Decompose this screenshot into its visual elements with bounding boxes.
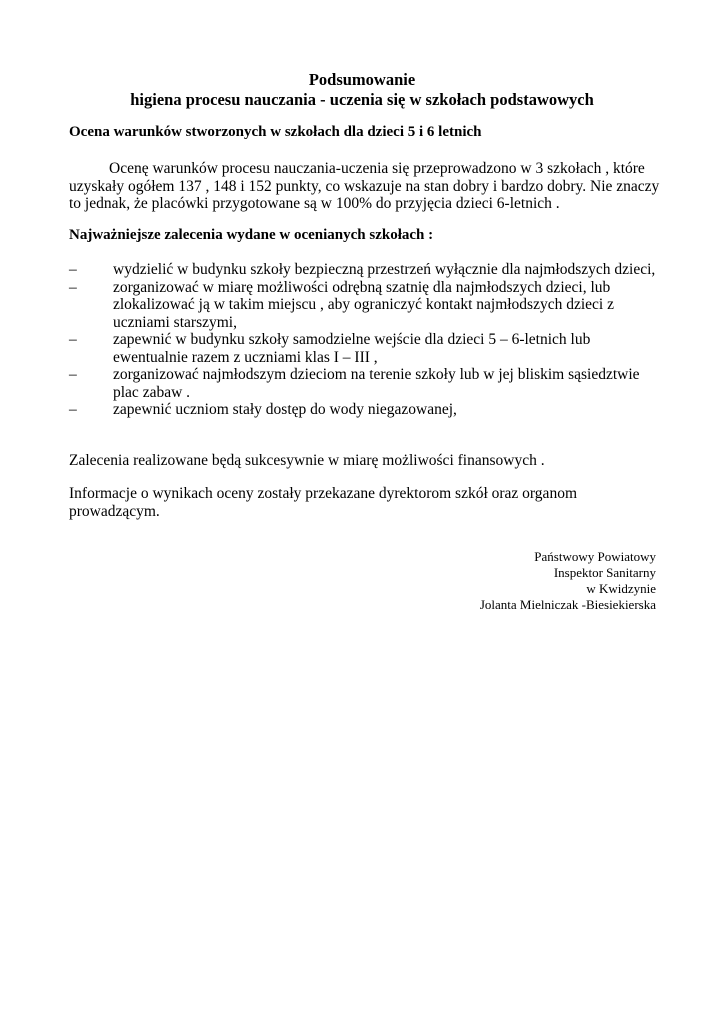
list-item-text: zorganizować w miarę możliwości odrębną szatnię dla najmłodszych dzieci, lub zlokalizować ją w takim miejscu , aby ograniczyć kontakt najmłodszych dzieci z uczniami starszymi, <box>113 278 614 331</box>
document-title: Podsumowanie <box>308 70 416 89</box>
dash-bullet: – <box>69 401 77 418</box>
recommendations-note: Zalecenia realizowane będą sukcesywnie w miarę możliwości finansowych . <box>69 452 545 469</box>
list-item <box>69 366 669 401</box>
information-note: Informacje o wynikach oceny zostały przekazane dyrektorom szkół oraz organom prowadzącym. <box>69 485 577 520</box>
dash-bullet: – <box>69 278 77 296</box>
list-item <box>69 261 669 279</box>
list-item-text: wydzielić w budynku szkoły bezpieczną przestrzeń wyłącznie dla najmłodszych dzieci, <box>113 261 656 278</box>
list-item <box>69 279 669 332</box>
recommendations-list <box>69 261 669 419</box>
dash-bullet: – <box>69 331 77 348</box>
signature-line-role: Inspektor Sanitarny <box>553 565 656 580</box>
dash-bullet: – <box>69 261 77 278</box>
document-subtitle: higiena procesu nauczania - uczenia się w szkołach podstawowych <box>130 90 594 109</box>
dash-bullet: – <box>69 366 77 383</box>
signature-block <box>480 549 656 613</box>
signature-line-location: w Kwidzynie <box>586 581 656 596</box>
signature-line-name: Jolanta Mielniczak -Biesiekierska <box>479 597 656 612</box>
section-heading-assessment: Ocena warunków stworzonych w szkołach dla dzieci 5 i 6 letnich <box>69 124 482 140</box>
section-heading-recommendations: Najważniejsze zalecenia wydane w ocenianych szkołach : <box>69 227 434 243</box>
list-item <box>69 401 669 419</box>
list-item <box>69 331 669 366</box>
assessment-paragraph: Ocenę warunków procesu nauczania-uczenia się przeprowadzono w 3 szkołach , które uzyskały ogółem 137 , 148 i 152 punkty, co wskazuje na stan dobry i bardzo dobry. Nie znaczy to jednak, że placówki przygotowane są w 100% do przyjęcia dzieci 6-letnich . <box>69 160 660 212</box>
list-item-text: zapewnić w budynku szkoły samodzielne wejście dla dzieci 5 – 6-letnich lub ewentualnie razem z uczniami klas I – III , <box>113 331 591 366</box>
list-item-text: zorganizować najmłodszym dzieciom na terenie szkoły lub w jej bliskim sąsiedztwie plac zabaw . <box>113 366 640 401</box>
signature-line-title: Państwowy Powiatowy <box>534 549 656 564</box>
list-item-text: zapewnić uczniom stały dostęp do wody niegazowanej, <box>113 401 457 418</box>
